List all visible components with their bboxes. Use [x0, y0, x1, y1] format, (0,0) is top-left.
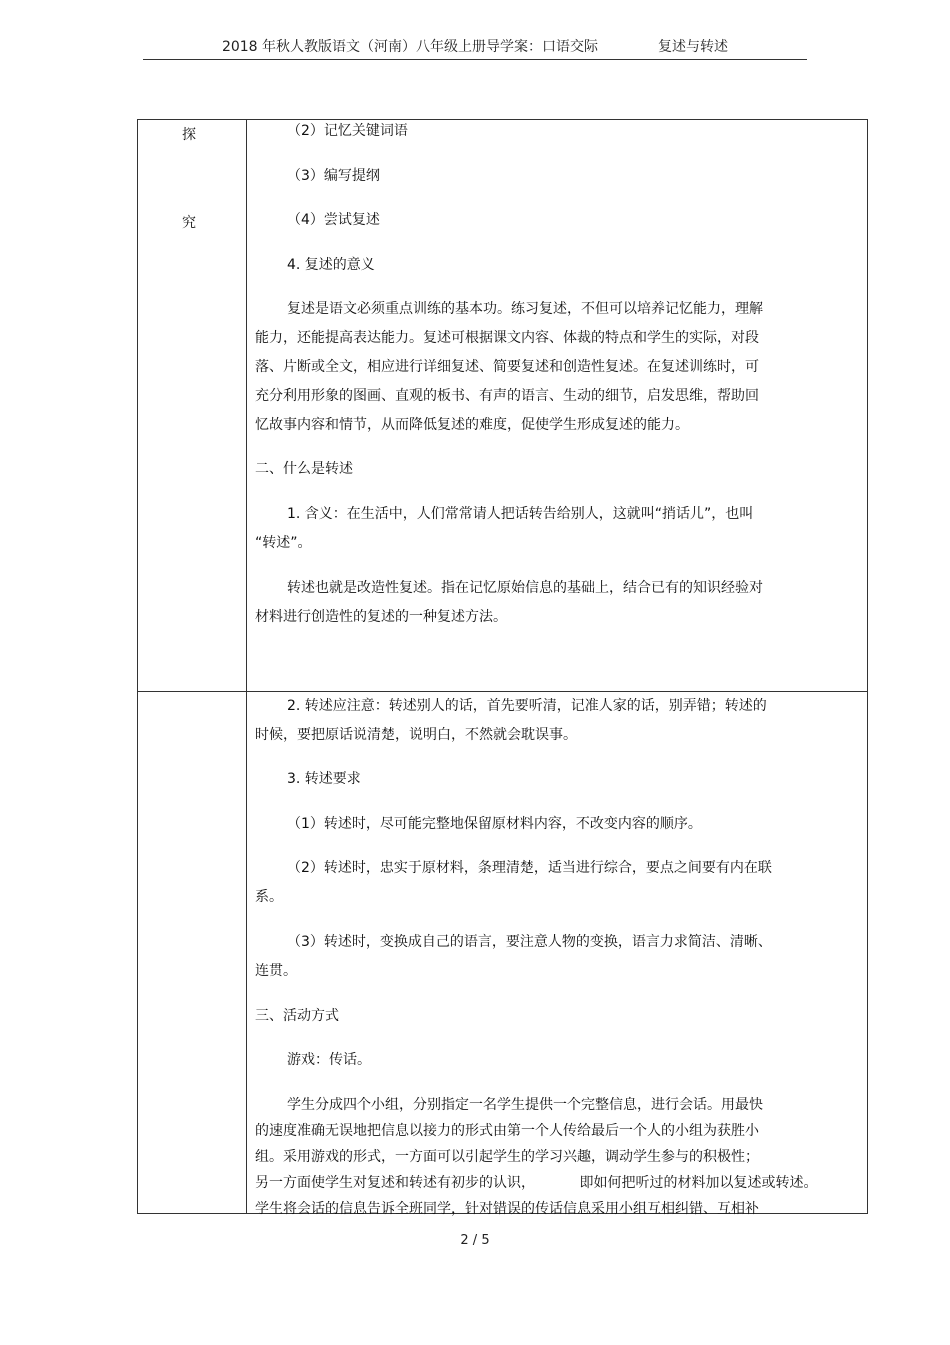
text-line: 3. 转述要求: [287, 771, 361, 787]
text-line: （3）转述时，变换成自己的语言，要注意人物的变换，语言力求简洁、清晰、: [287, 934, 772, 950]
column-divider: [246, 692, 247, 1213]
text-line: 的速度准确无误地把信息以接力的形式由第一个人传给最后一个人的小组为获胜小: [255, 1123, 759, 1139]
text-line: 2. 转述应注意：转述别人的话，首先要听清，记准人家的话，别弄错；转述的: [287, 698, 767, 714]
text-line: 系。: [255, 889, 283, 905]
text-line: 组。采用游戏的形式，一方面可以引起学生的学习兴趣，调动学生参与的积极性；: [255, 1149, 759, 1165]
header-title: 2018 年秋人教版语文（河南）八年级上册导学案：口语交际: [221, 39, 599, 55]
text-line: 1. 含义：在生活中，人们常常请人把话转告给别人，这就叫“捎话儿”，也叫: [287, 506, 754, 522]
text-line: 材料进行创造性的复述的一种复述方法。: [255, 609, 507, 625]
text-line: 4. 复述的意义: [287, 257, 375, 273]
header-rule: [143, 59, 807, 60]
column-divider: [246, 120, 247, 691]
text-line: 时候，要把原话说清楚，说明白，不然就会耽误事。: [255, 727, 577, 743]
text-line: 另一方面使学生对复述和转述有初步的认识， 即如何把听过的材料加以复述或转述。: [255, 1175, 818, 1191]
text-line: 学生分成四个小组，分别指定一名学生提供一个完整信息，进行会话。用最快: [287, 1097, 763, 1113]
text-line: 连贯。: [255, 963, 297, 979]
text-line: 能力，还能提高表达能力。复述可根据课文内容、体裁的特点和学生的实际，对段: [255, 330, 759, 346]
row-label-top: 探: [182, 127, 196, 143]
table-row-explore: [137, 119, 868, 692]
header-subtitle: 复述与转述: [658, 39, 729, 55]
text-line: 转述也就是改造性复述。指在记忆原始信息的基础上，结合已有的知识经验对: [287, 580, 763, 596]
text-line: （2）转述时，忠实于原材料，条理清楚，适当进行综合，要点之间要有内在联: [287, 860, 772, 876]
text-line: 学生将会话的信息告诉全班同学，针对错误的传话信息采用小组互相纠错、互相补: [255, 1201, 759, 1217]
text-line: （4）尝试复述: [287, 212, 380, 228]
text-line: 充分利用形象的图画、直观的板书、有声的语言、生动的细节，启发思维，帮助回: [255, 388, 759, 404]
page-number: 2 / 5: [460, 1233, 490, 1248]
text-line: 复述是语文必须重点训练的基本功。练习复述，不但可以培养记忆能力，理解: [287, 301, 763, 317]
page-header: [143, 36, 807, 56]
text-line: 忆故事内容和情节，从而降低复述的难度，促使学生形成复述的能力。: [255, 417, 689, 433]
text-line: （3）编写提纲: [287, 168, 380, 184]
text-line: （2）记忆关键词语: [287, 123, 408, 139]
row-label-bottom: 究: [182, 215, 196, 231]
section-heading: 三、活动方式: [255, 1008, 339, 1024]
text-line: 落、片断或全文，相应进行详细复述、简要复述和创造性复述。在复述训练时，可: [255, 359, 759, 375]
text-line: （1）转述时，尽可能完整地保留原材料内容，不改变内容的顺序。: [287, 816, 702, 832]
table-row-continued: [137, 691, 868, 1217]
text-line: “转述”。: [255, 535, 312, 551]
text-line: 游戏：传话。: [287, 1052, 371, 1068]
section-heading: 二、什么是转述: [255, 461, 353, 477]
